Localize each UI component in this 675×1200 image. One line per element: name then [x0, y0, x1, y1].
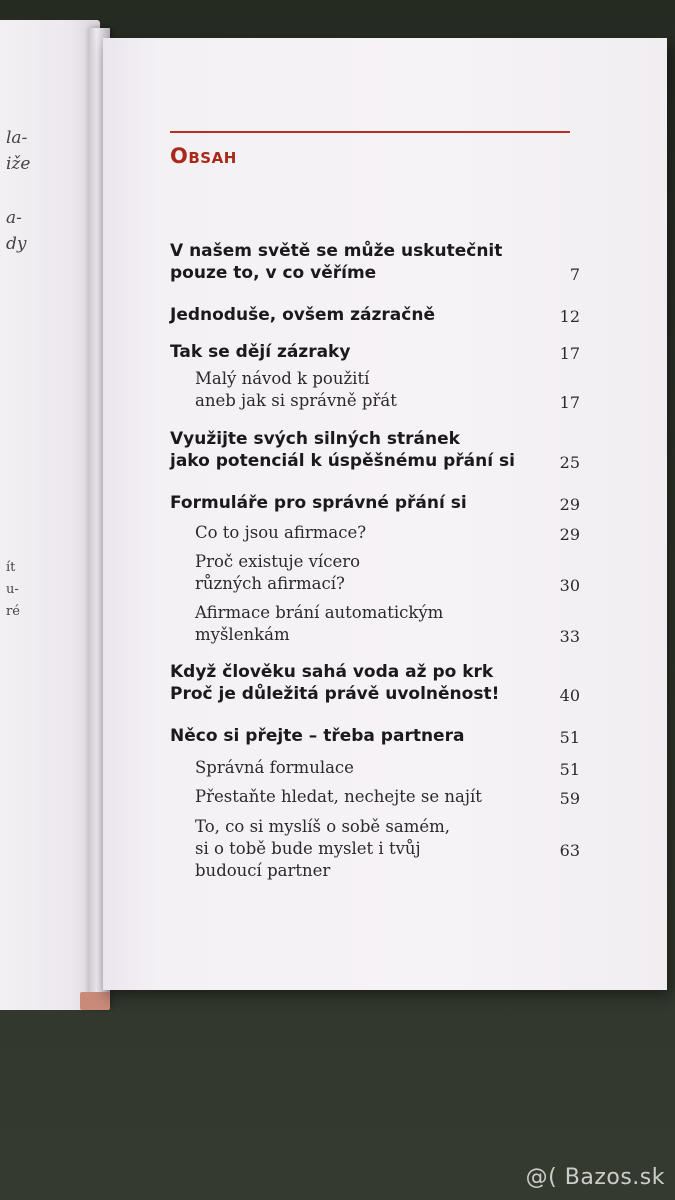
toc-entry-title: Malý návod k použití aneb jak si správně přát — [195, 369, 397, 410]
toc-entry-title: Správná formulace — [195, 758, 354, 777]
toc-entry-title: Tak se dějí zázraky — [170, 342, 351, 362]
toc-entry-title: Formuláře pro správné přání si — [170, 493, 467, 513]
left-page-fragment: la- — [6, 128, 28, 148]
toc-entry-page: 33 — [559, 627, 580, 646]
left-page-fragment: dy — [6, 234, 27, 254]
left-page-fragment: u- — [6, 582, 19, 597]
toc-entry-title: Přestaňte hledat, nechejte se najít — [195, 787, 482, 806]
toc-entry-title: Něco si přejte – třeba partnera — [170, 726, 465, 746]
toc-entry-title: Afirmace brání automatickým myšlenkám — [195, 603, 444, 644]
toc-entry-page: 7 — [569, 265, 580, 284]
toc-entry-page: 59 — [559, 789, 580, 808]
toc-subentry — [195, 551, 580, 595]
toc-entry — [170, 240, 580, 284]
toc-entry-page: 30 — [559, 576, 580, 595]
left-page-fragment: a- — [6, 208, 22, 228]
toc-entry-page: 63 — [559, 841, 580, 860]
toc-entry-title: Využijte svých silných stránek jako potenciál k úspěšnému přání si — [170, 429, 515, 471]
toc-entry-title: V našem světě se může uskutečnit pouze to, v co věříme — [170, 241, 503, 283]
toc-entry-page: 12 — [559, 307, 580, 326]
left-page-fragment: ít — [6, 560, 16, 575]
toc-entry — [170, 304, 580, 326]
toc-subentry — [195, 786, 580, 808]
toc-entry — [170, 661, 580, 705]
toc-entry-page: 25 — [559, 453, 580, 472]
toc-entry-page: 29 — [559, 525, 580, 544]
toc-entry-title: Proč existuje vícero různých afirmací? — [195, 552, 361, 593]
toc-entry-title: Co to jsou afirmace? — [195, 523, 367, 542]
toc-entry-page: 40 — [559, 686, 580, 705]
toc-entry-title: Když člověku sahá voda až po krk Proč je důležitá právě uvolněnost! — [170, 662, 500, 704]
toc-entry-page: 51 — [559, 760, 580, 779]
toc-entry — [170, 492, 580, 514]
toc-entry-page: 29 — [559, 495, 580, 514]
toc-entry — [170, 725, 580, 747]
contents-heading: Obsah — [170, 144, 237, 168]
toc-entry — [170, 428, 580, 472]
toc-entry-title: To, co si myslíš o sobě samém, si o tobě bude myslet i tvůj budoucí partner — [195, 817, 451, 880]
toc-subentry — [195, 816, 580, 882]
toc-subentry — [195, 368, 580, 412]
left-page-fragment: iže — [6, 154, 31, 174]
toc-entry-page: 51 — [559, 728, 580, 747]
toc-entry-page: 17 — [559, 344, 580, 363]
toc-entry — [170, 341, 580, 363]
watermark: @( Bazos.sk — [525, 1165, 665, 1190]
toc-subentry — [195, 602, 580, 646]
toc-subentry — [195, 522, 580, 544]
left-page-fragment: ré — [6, 604, 20, 619]
toc-entry-title: Jednoduše, ovšem zázračně — [170, 305, 435, 325]
toc-subentry — [195, 757, 580, 779]
toc-entry-page: 17 — [559, 393, 580, 412]
